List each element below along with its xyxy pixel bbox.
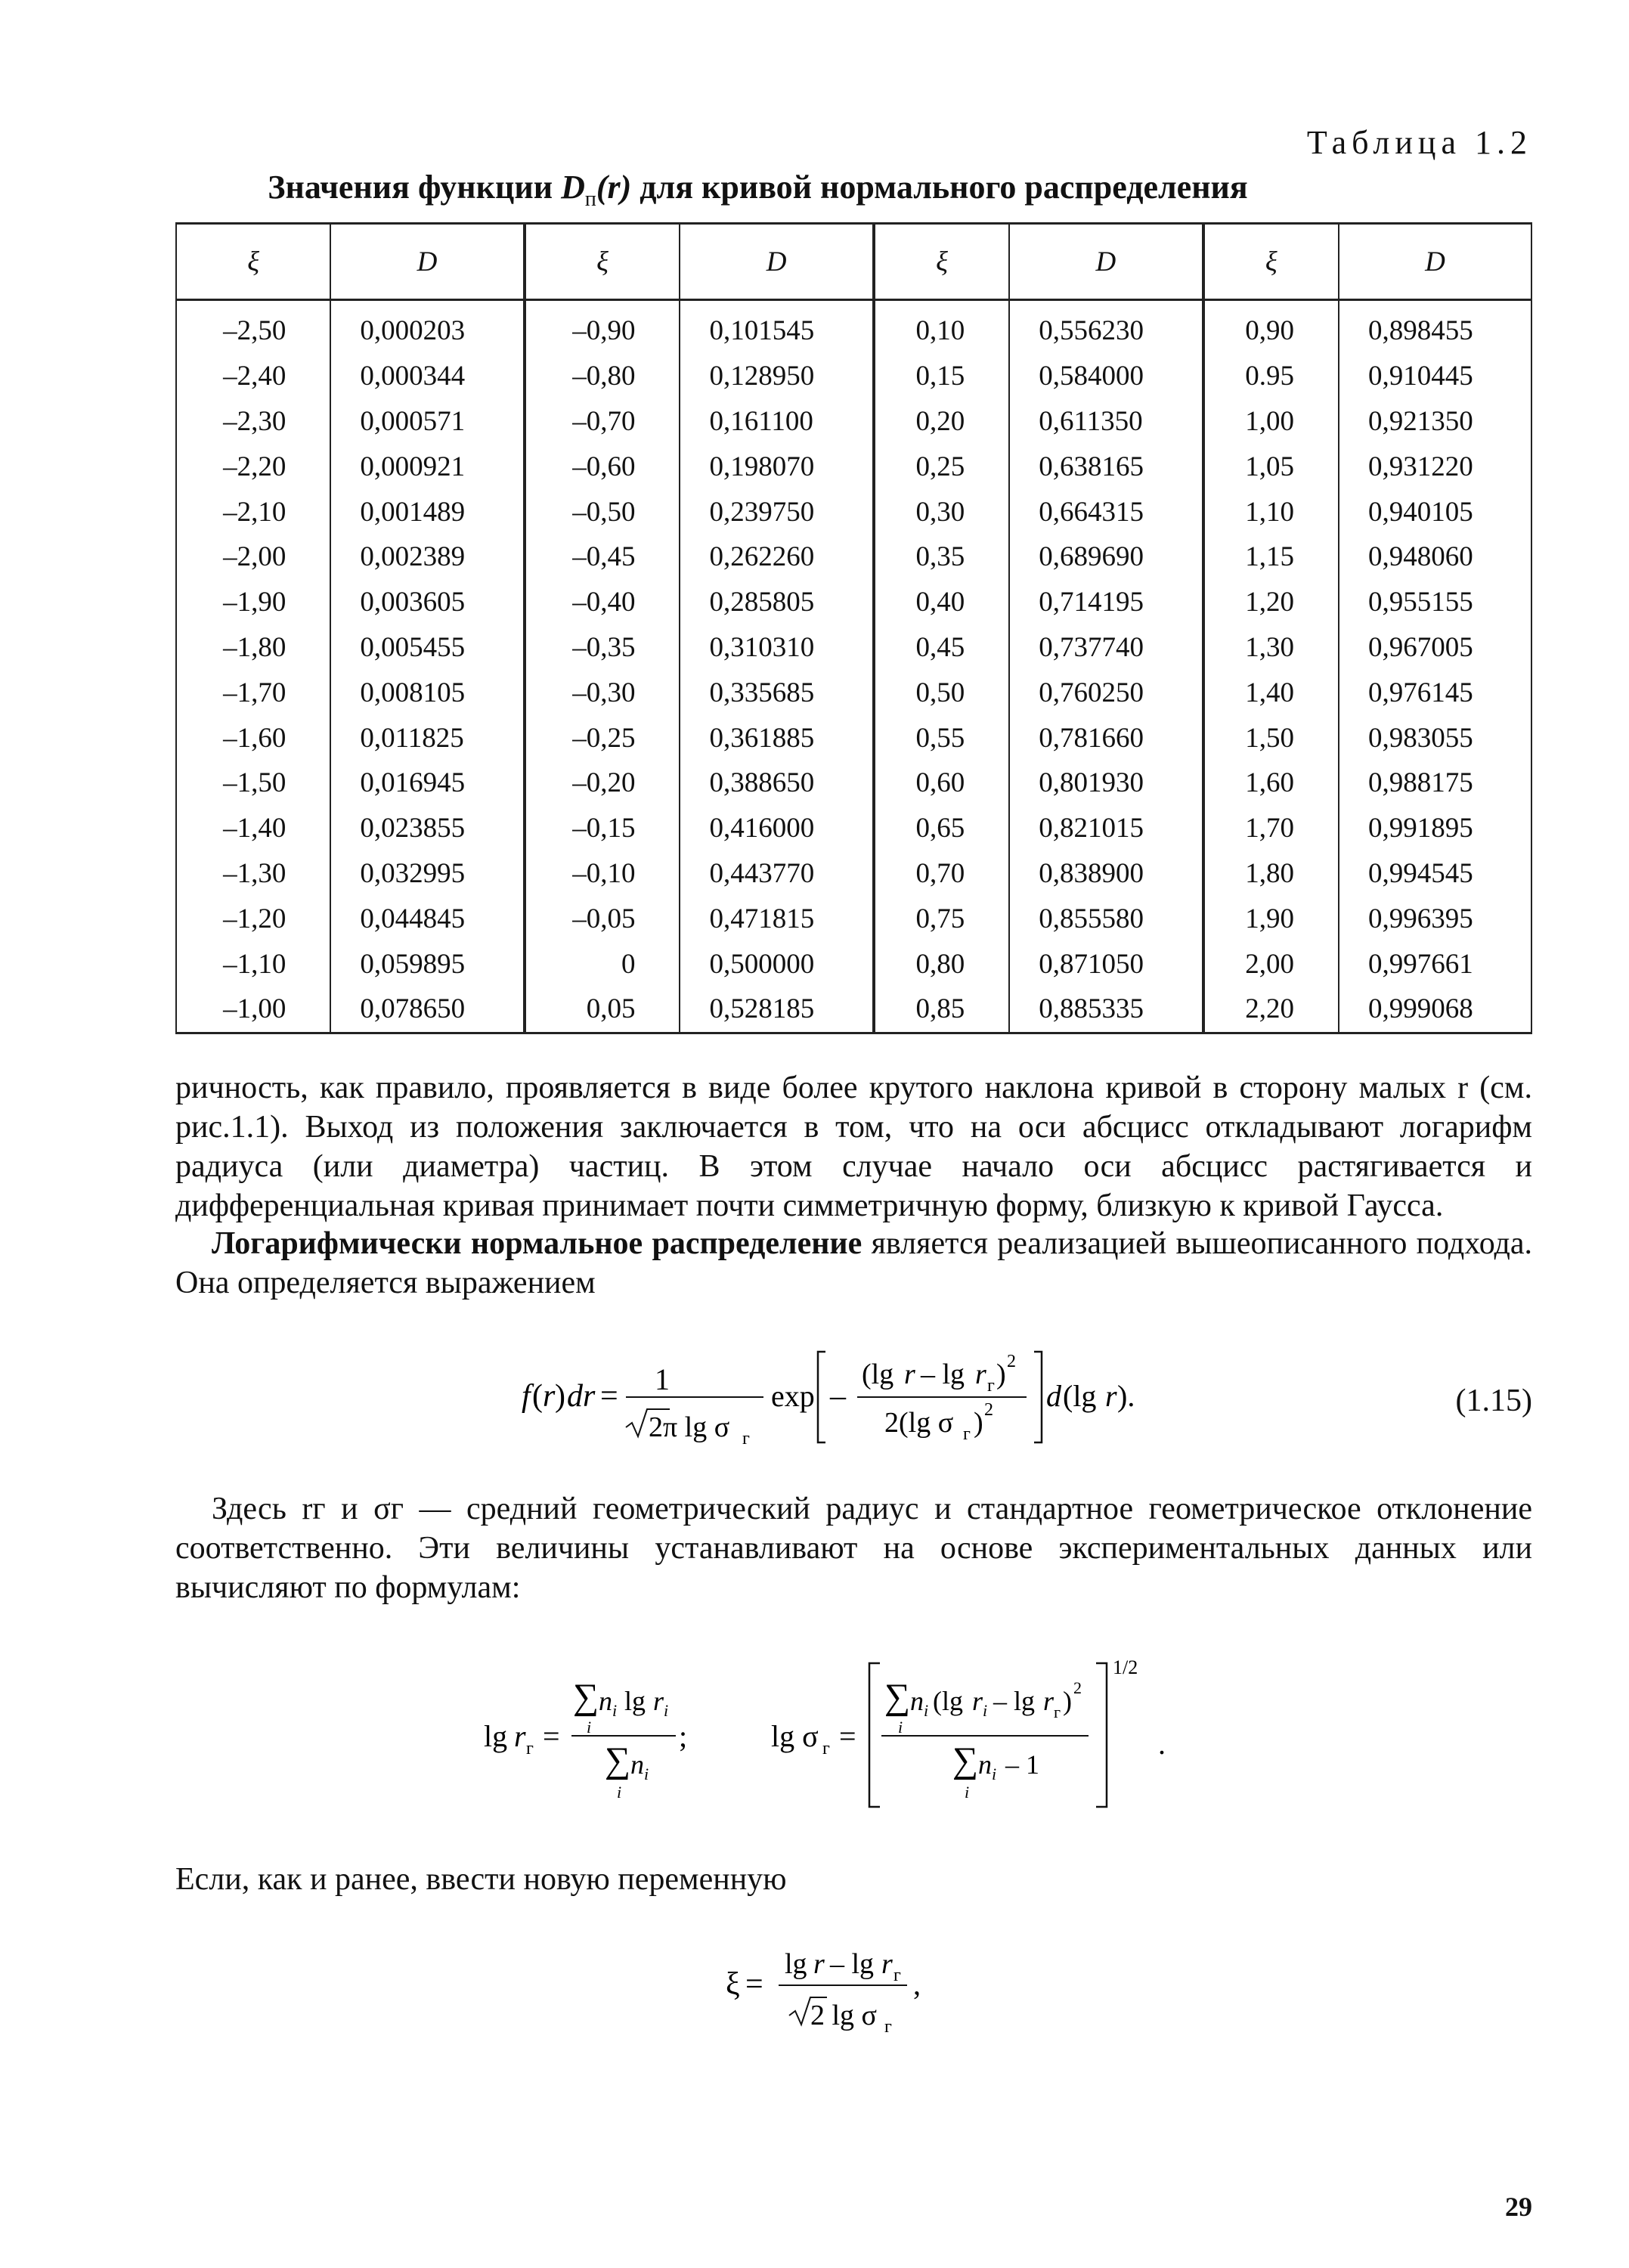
svg-text:i: i <box>617 1783 622 1802</box>
xi-cell: 0,20 <box>874 399 1009 445</box>
svg-text:2: 2 <box>984 1400 993 1420</box>
svg-text:=: = <box>839 1719 856 1753</box>
svg-text:2: 2 <box>1073 1678 1082 1697</box>
d-cell: 0,955155 <box>1339 580 1531 625</box>
d-cell: 0,976145 <box>1339 670 1531 715</box>
d-cell: 0,443770 <box>680 851 873 897</box>
xi-cell: 0,80 <box>874 941 1009 987</box>
xi-cell: 1,30 <box>1203 625 1339 671</box>
table-row <box>176 670 1531 715</box>
xi-cell: –1,80 <box>176 625 330 671</box>
svg-text:∑: ∑ <box>952 1740 979 1780</box>
xi-cell: 2,20 <box>1203 987 1339 1033</box>
xi-cell: –1,40 <box>176 806 330 851</box>
table-row <box>176 399 1531 445</box>
xi-cell: –0,70 <box>525 399 680 445</box>
svg-text:r: r <box>881 1948 893 1980</box>
xi-cell: 0,60 <box>874 761 1009 806</box>
equation-number: (1.15) <box>1455 1383 1532 1418</box>
xi-cell: 1,90 <box>1203 896 1339 941</box>
xi-cell: –2,50 <box>176 300 330 354</box>
svg-text:г: г <box>884 2017 892 2037</box>
svg-text:exp: exp <box>771 1379 815 1413</box>
xi-cell: 0,85 <box>874 987 1009 1033</box>
xi-cell: –2,20 <box>176 444 330 489</box>
d-cell: 0,023855 <box>330 806 524 851</box>
table-header-row <box>176 224 1531 300</box>
xi-cell: 0,40 <box>874 580 1009 625</box>
d-cell: 0,714195 <box>1009 580 1203 625</box>
d-cell: 0,689690 <box>1009 534 1203 580</box>
svg-text:=: = <box>745 1967 763 2002</box>
svg-text:–: – <box>830 1379 846 1414</box>
xi-cell: –2,40 <box>176 354 330 399</box>
xi-cell: 0,25 <box>874 444 1009 489</box>
xi-cell: 1,10 <box>1203 489 1339 534</box>
xi-cell: –1,60 <box>176 715 330 761</box>
xi-cell: 1,60 <box>1203 761 1339 806</box>
svg-text:∑: ∑ <box>884 1677 911 1717</box>
xi-cell: –0,80 <box>525 354 680 399</box>
xi-cell: 0,75 <box>874 896 1009 941</box>
xi-cell: 2,00 <box>1203 941 1339 987</box>
xi-cell: –1,50 <box>176 761 330 806</box>
d-cell: 0,967005 <box>1339 625 1531 671</box>
svg-text:– 1: – 1 <box>1005 1749 1039 1780</box>
header-xi: ξ <box>1203 224 1339 300</box>
d-cell: 0,285805 <box>680 580 873 625</box>
svg-text:г: г <box>987 1376 995 1396</box>
svg-text:∑: ∑ <box>605 1740 631 1780</box>
d-cell: 0,361885 <box>680 715 873 761</box>
xi-cell: 0,30 <box>874 489 1009 534</box>
d-cell: 0,128950 <box>680 354 873 399</box>
table-title: Значения функции $D_п(r)$ для кривой нормального распределения <box>268 169 1248 211</box>
d-cell: 0,003605 <box>330 580 524 625</box>
header-d: D <box>1339 224 1531 300</box>
table-row <box>176 625 1531 671</box>
d-cell: 0,500000 <box>680 941 873 987</box>
table-row <box>176 715 1531 761</box>
d-cell: 0,983055 <box>1339 715 1531 761</box>
table-row <box>176 580 1531 625</box>
d-cell: 0,781660 <box>1009 715 1203 761</box>
svg-text:г: г <box>893 1966 901 1985</box>
svg-text:i: i <box>644 1765 649 1783</box>
xi-cell: 1,80 <box>1203 851 1339 897</box>
xi-cell: –2,10 <box>176 489 330 534</box>
d-cell: 0,885335 <box>1009 987 1203 1033</box>
svg-text:г: г <box>742 1429 750 1448</box>
xi-cell: 1,50 <box>1203 715 1339 761</box>
d-cell: 0,838900 <box>1009 851 1203 897</box>
svg-text:): ) <box>1063 1686 1072 1716</box>
svg-text:(lg: (lg <box>862 1359 894 1390</box>
svg-text:n: n <box>978 1749 992 1780</box>
xi-cell: –1,90 <box>176 580 330 625</box>
table-row <box>176 987 1531 1033</box>
table-row <box>176 534 1531 580</box>
table-body <box>176 300 1531 1033</box>
header-xi: ξ <box>525 224 680 300</box>
table-row <box>176 896 1531 941</box>
d-cell: 0,999068 <box>1339 987 1531 1033</box>
svg-text:r: r <box>904 1359 915 1390</box>
svg-text:(: ( <box>532 1379 543 1414</box>
xi-cell: 1,70 <box>1203 806 1339 851</box>
d-cell: 0,584000 <box>1009 354 1203 399</box>
d-cell: 0,059895 <box>330 941 524 987</box>
svg-text:ξ: ξ <box>726 1967 740 2002</box>
d-cell: 0,737740 <box>1009 625 1203 671</box>
svg-text:r: r <box>975 1359 986 1390</box>
svg-text:=: = <box>543 1719 560 1753</box>
table-row <box>176 354 1531 399</box>
header-xi: ξ <box>176 224 330 300</box>
xi-cell: –1,20 <box>176 896 330 941</box>
d-cell: 0,931220 <box>1339 444 1531 489</box>
xi-cell: 0,65 <box>874 806 1009 851</box>
svg-text:i: i <box>587 1718 592 1737</box>
xi-cell: –1,30 <box>176 851 330 897</box>
svg-text:;: ; <box>679 1719 688 1753</box>
svg-text:2π lg σ: 2π lg σ <box>649 1411 730 1443</box>
d-cell: 0,262260 <box>680 534 873 580</box>
svg-text:г: г <box>526 1739 534 1758</box>
xi-cell: –2,00 <box>176 534 330 580</box>
table-row <box>176 851 1531 897</box>
xi-cell: 0,35 <box>874 534 1009 580</box>
svg-text:г: г <box>1054 1703 1061 1721</box>
svg-text:): ) <box>996 1359 1006 1390</box>
svg-text:(lg: (lg <box>933 1686 963 1716</box>
header-d: D <box>1009 224 1203 300</box>
svg-text:r: r <box>1105 1379 1117 1413</box>
d-cell: 0,011825 <box>330 715 524 761</box>
svg-text:n: n <box>630 1749 644 1780</box>
xi-cell: –0,10 <box>525 851 680 897</box>
d-cell: 0,898455 <box>1339 300 1531 354</box>
xi-cell: 0,70 <box>874 851 1009 897</box>
svg-text:– lg: – lg <box>921 1359 965 1390</box>
svg-text:n: n <box>910 1686 924 1716</box>
table-number: Таблица 1.2 <box>1306 124 1532 161</box>
svg-text:lg: lg <box>624 1686 646 1716</box>
d-cell: 0,335685 <box>680 670 873 715</box>
d-cell: 0,388650 <box>680 761 873 806</box>
equation-1-15 <box>522 1331 1172 1459</box>
xi-cell: 1,40 <box>1203 670 1339 715</box>
d-cell: 0,416000 <box>680 806 873 851</box>
table-row <box>176 761 1531 806</box>
d-cell: 0,940105 <box>1339 489 1531 534</box>
svg-text:r: r <box>1043 1686 1055 1716</box>
xi-cell: –0,40 <box>525 580 680 625</box>
svg-text:lg: lg <box>484 1719 508 1753</box>
xi-cell: 0,55 <box>874 715 1009 761</box>
table-row <box>176 806 1531 851</box>
xi-cell: 0,50 <box>874 670 1009 715</box>
table-row <box>176 300 1531 354</box>
d-cell: 0,996395 <box>1339 896 1531 941</box>
xi-cell: 0 <box>525 941 680 987</box>
xi-cell: –0,25 <box>525 715 680 761</box>
table-row <box>176 489 1531 534</box>
header-d: D <box>680 224 873 300</box>
d-cell: 0,000571 <box>330 399 524 445</box>
paragraph-lognormal: Логарифмически нормальное распределение является реализацией вышеописанного подхода. Она определяется выражением <box>175 1226 1533 1300</box>
header-d: D <box>330 224 524 300</box>
xi-cell: –0,45 <box>525 534 680 580</box>
xi-cell: –0,20 <box>525 761 680 806</box>
svg-text:г: г <box>822 1739 830 1758</box>
svg-text:dr: dr <box>567 1379 596 1414</box>
d-cell: 0,239750 <box>680 489 873 534</box>
header-xi: ξ <box>874 224 1009 300</box>
xi-cell: 0.95 <box>1203 354 1339 399</box>
d-cell: 0,994545 <box>1339 851 1531 897</box>
d-cell: 0,161100 <box>680 399 873 445</box>
xi-cell: 0,05 <box>525 987 680 1033</box>
xi-cell: 0,15 <box>874 354 1009 399</box>
svg-text:.: . <box>1158 1727 1166 1761</box>
data-table <box>175 222 1532 1034</box>
svg-text:r: r <box>543 1379 556 1414</box>
d-cell: 0,638165 <box>1009 444 1203 489</box>
svg-text:r: r <box>514 1719 526 1753</box>
d-cell: 0,101545 <box>680 300 873 354</box>
table-row <box>176 941 1531 987</box>
svg-text:i: i <box>612 1701 618 1720</box>
svg-text:): ) <box>974 1407 983 1439</box>
svg-text:r: r <box>813 1948 825 1980</box>
svg-text:=: = <box>600 1379 618 1414</box>
xi-cell: –1,00 <box>176 987 330 1033</box>
xi-cell: –0,35 <box>525 625 680 671</box>
d-cell: 0,008105 <box>330 670 524 715</box>
svg-text:).: ). <box>1117 1379 1135 1413</box>
d-cell: 0,611350 <box>1009 399 1203 445</box>
svg-text:): ) <box>555 1379 565 1414</box>
svg-text:r: r <box>653 1686 664 1716</box>
svg-text:lg: lg <box>785 1948 807 1980</box>
svg-text:,: , <box>913 1967 921 2001</box>
d-cell: 0,032995 <box>330 851 524 897</box>
xi-cell: –0,05 <box>525 896 680 941</box>
paragraph-definitions: Здесь rг и σг — средний геометрический радиус и стандартное геометрическое отклонение соответственно. Эти величины устанавливают на основе экспериментальных данных или вычисляют по формулам: <box>175 1492 1532 1605</box>
svg-text:– lg: – lg <box>830 1948 875 1980</box>
svg-text:2: 2 <box>1007 1352 1016 1371</box>
d-cell: 0,001489 <box>330 489 524 534</box>
svg-text:i: i <box>924 1701 929 1720</box>
d-cell: 0,000921 <box>330 444 524 489</box>
xi-cell: –0,60 <box>525 444 680 489</box>
table-row <box>176 444 1531 489</box>
xi-cell: 0,45 <box>874 625 1009 671</box>
svg-text:d: d <box>1046 1379 1061 1413</box>
d-cell: 0,871050 <box>1009 941 1203 987</box>
paragraph-intro: ричность, как правило, проявляется в виде более крутого наклона кривой в сторону малых r (см. рис.1.1). Выход из положения заключается в том, что на оси абсцисс откладывают логарифм радиуса (или диаметра) частиц. В этом случае начало оси абсцисс растягивается и дифференциальная кривая принимает почти симметричную форму, близкую к кривой Гаусса. <box>175 1070 1532 1223</box>
svg-text:1: 1 <box>655 1362 670 1396</box>
xi-cell: –1,70 <box>176 670 330 715</box>
svg-text:i: i <box>898 1718 903 1737</box>
d-cell: 0,997661 <box>1339 941 1531 987</box>
svg-text:2 lg σ: 2 lg σ <box>810 2000 878 2031</box>
d-cell: 0,801930 <box>1009 761 1203 806</box>
xi-cell: –0,30 <box>525 670 680 715</box>
svg-text:г: г <box>963 1424 971 1444</box>
xi-cell: 1,00 <box>1203 399 1339 445</box>
xi-cell: –1,10 <box>176 941 330 987</box>
xi-cell: –0,90 <box>525 300 680 354</box>
d-cell: 0,921350 <box>1339 399 1531 445</box>
d-cell: 0,000203 <box>330 300 524 354</box>
d-cell: 0,948060 <box>1339 534 1531 580</box>
d-cell: 0,002389 <box>330 534 524 580</box>
svg-text:1/2: 1/2 <box>1113 1656 1138 1678</box>
svg-text:2(lg σ: 2(lg σ <box>884 1407 954 1439</box>
svg-text:i: i <box>992 1765 997 1783</box>
d-cell: 0,005455 <box>330 625 524 671</box>
svg-text:lg σ: lg σ <box>771 1719 819 1753</box>
d-cell: 0,000344 <box>330 354 524 399</box>
svg-text:f: f <box>522 1379 531 1414</box>
d-cell: 0,910445 <box>1339 354 1531 399</box>
xi-cell: –0,50 <box>525 489 680 534</box>
d-cell: 0,855580 <box>1009 896 1203 941</box>
xi-cell: 0,90 <box>1203 300 1339 354</box>
d-cell: 0,078650 <box>330 987 524 1033</box>
d-cell: 0,991895 <box>1339 806 1531 851</box>
d-cell: 0,664315 <box>1009 489 1203 534</box>
d-cell: 0,528185 <box>680 987 873 1033</box>
page-number: 29 <box>1505 2192 1532 2222</box>
equation-geometric-mean <box>484 1648 1209 1814</box>
xi-cell: 1,15 <box>1203 534 1339 580</box>
paragraph-new-variable: Если, как и ранее, ввести новую переменную <box>175 1862 787 1897</box>
svg-text:r: r <box>972 1686 983 1716</box>
xi-cell: 1,05 <box>1203 444 1339 489</box>
xi-cell: –0,15 <box>525 806 680 851</box>
d-cell: 0,016945 <box>330 761 524 806</box>
xi-cell: –2,30 <box>176 399 330 445</box>
svg-text:– lg: – lg <box>993 1686 1036 1716</box>
svg-text:(lg: (lg <box>1063 1379 1097 1413</box>
svg-text:i: i <box>664 1701 669 1720</box>
equation-xi <box>726 1935 952 2041</box>
xi-cell: 0,10 <box>874 300 1009 354</box>
xi-cell: 1,20 <box>1203 580 1339 625</box>
d-cell: 0,760250 <box>1009 670 1203 715</box>
d-cell: 0,821015 <box>1009 806 1203 851</box>
svg-text:∑: ∑ <box>573 1677 599 1717</box>
d-cell: 0,471815 <box>680 896 873 941</box>
d-cell: 0,988175 <box>1339 761 1531 806</box>
d-cell: 0,198070 <box>680 444 873 489</box>
d-cell: 0,310310 <box>680 625 873 671</box>
svg-text:n: n <box>599 1686 612 1716</box>
d-cell: 0,044845 <box>330 896 524 941</box>
d-cell: 0,556230 <box>1009 300 1203 354</box>
svg-text:i: i <box>983 1701 988 1720</box>
svg-text:i: i <box>965 1783 970 1802</box>
